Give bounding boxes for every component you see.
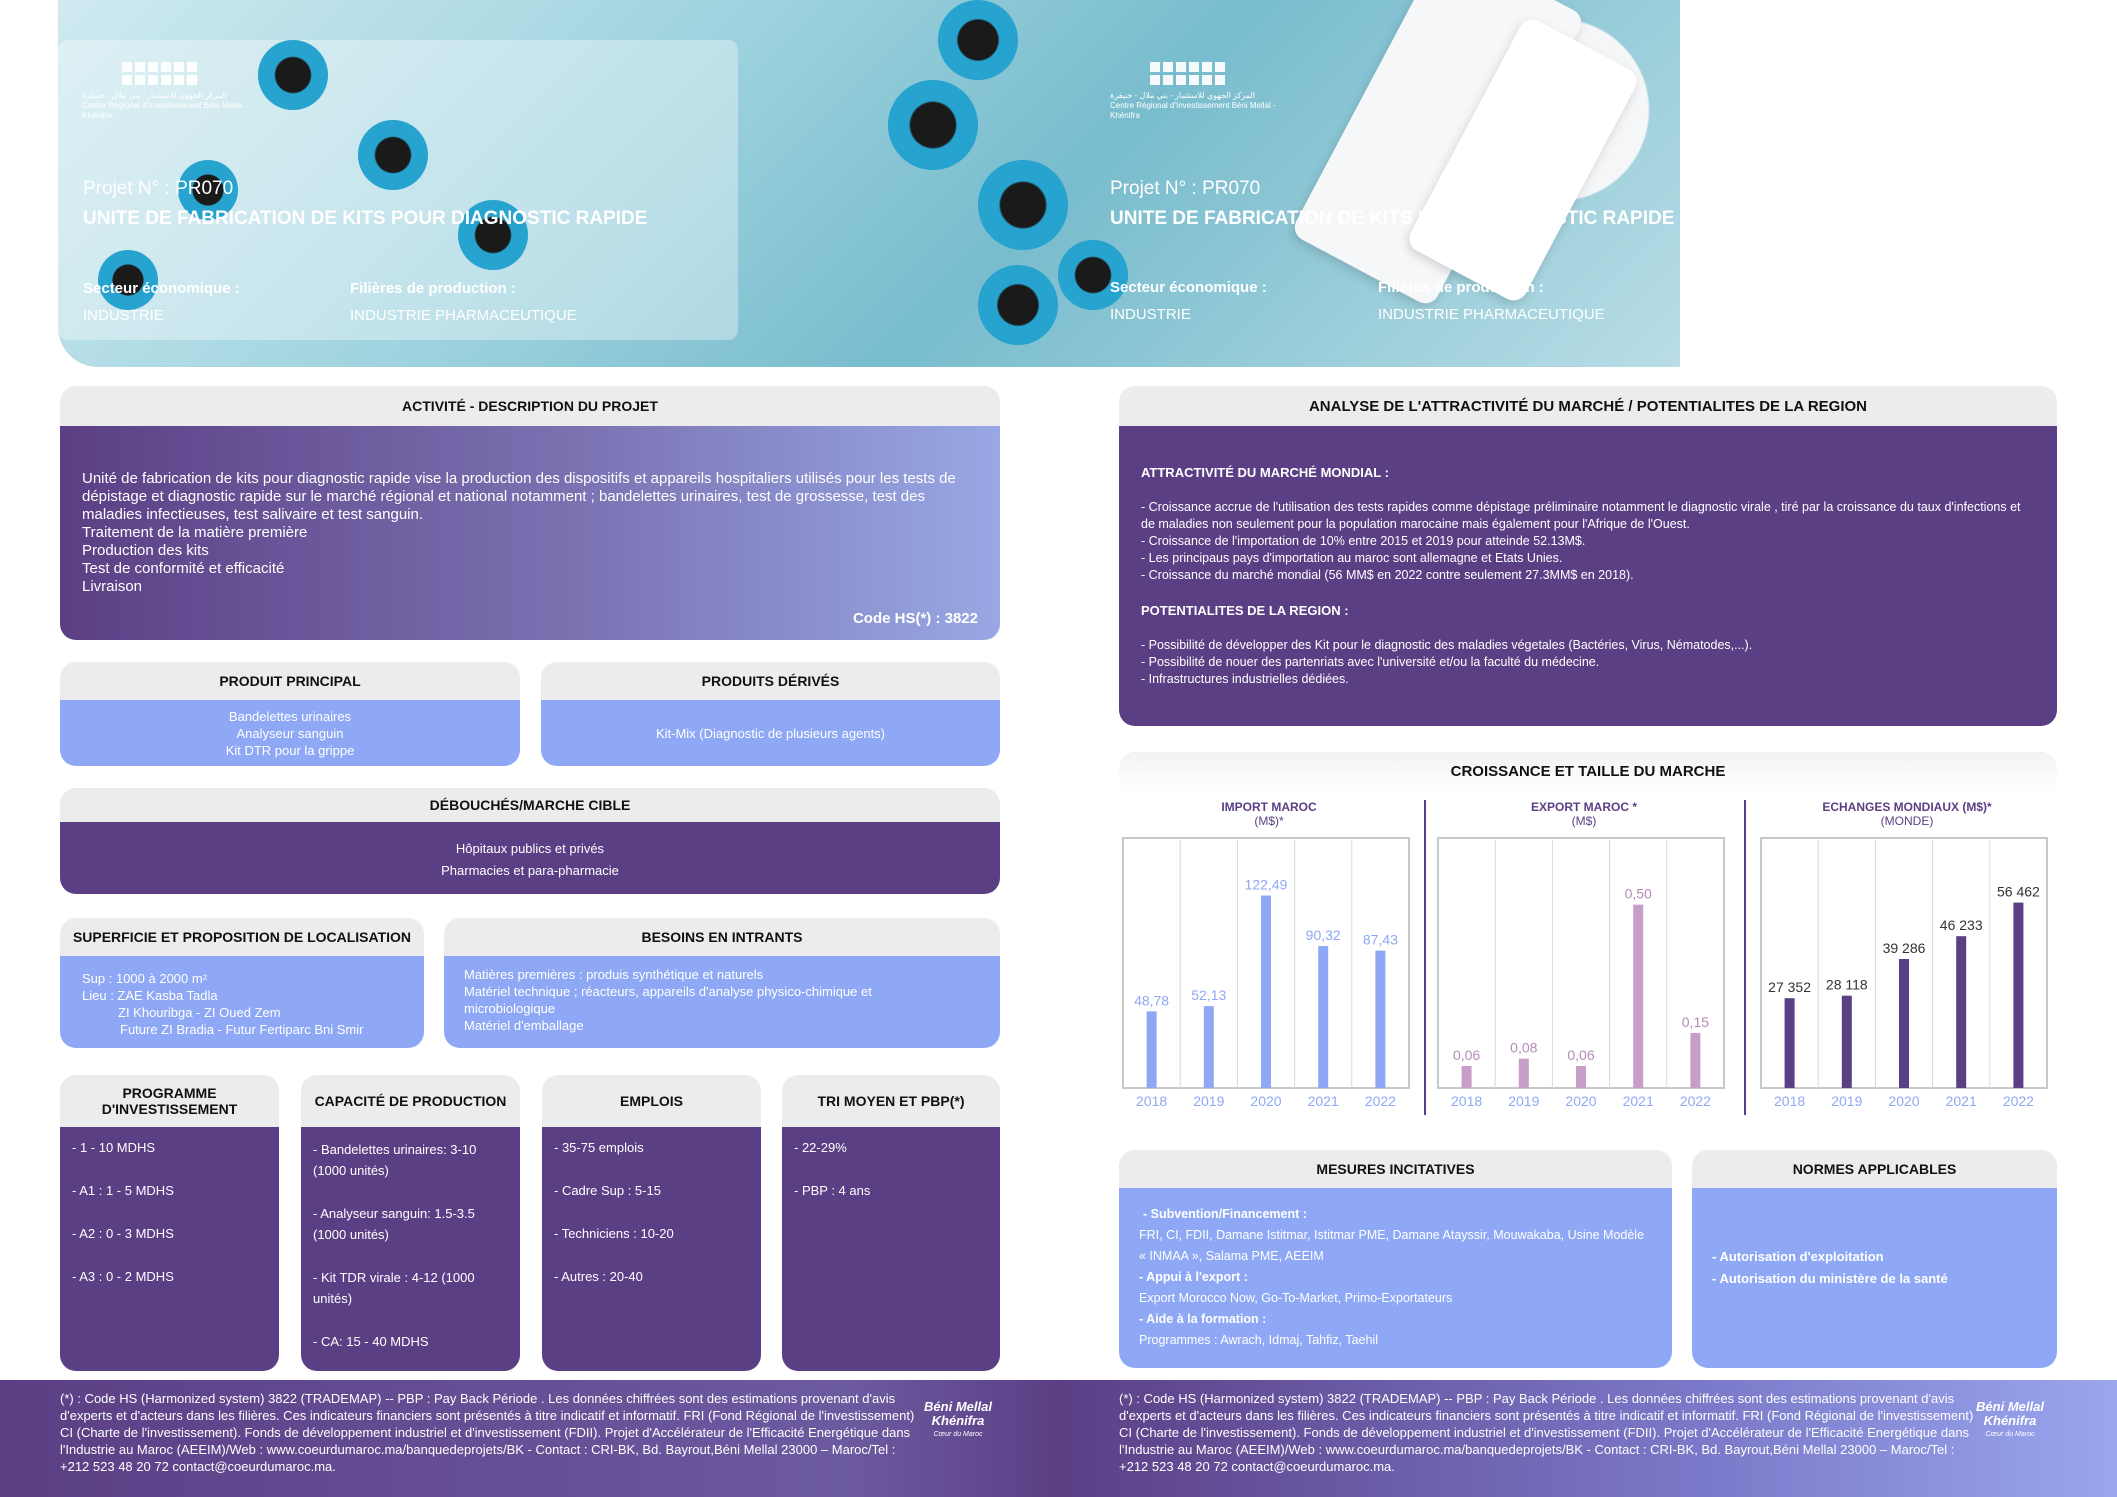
emplois-header: EMPLOIS	[542, 1075, 761, 1127]
produit-principal-header: PRODUIT PRINCIPAL	[60, 662, 520, 700]
chart-subtitle: (MONDE)	[1880, 814, 1934, 828]
tick-label: 2019	[1193, 1093, 1225, 1109]
project-title: UNITE DE FABRICATION DE KITS POUR DIAGNOSTIC RAPIDE	[83, 208, 648, 229]
chart-import	[1119, 800, 1419, 1118]
programme-header: PROGRAMME D'INVESTISSEMENT	[60, 1075, 279, 1127]
vial-cap	[978, 265, 1058, 345]
data-label: 52,13	[1191, 987, 1227, 1004]
cri-logo: المركز الجهوي للاستثمار - بني ملال - خنيفرة Centre Régional d'Investissement Béni Mellal - Khénifra	[82, 62, 272, 121]
tick-label: 2018	[1774, 1093, 1806, 1109]
capacite-header: CAPACITÉ DE PRODUCTION	[301, 1075, 520, 1127]
chart-divider	[1424, 800, 1426, 1115]
tick-label: 2018	[1136, 1093, 1168, 1109]
project-number: Projet N° : PR070	[83, 178, 234, 199]
data-label: 0,06	[1452, 1047, 1481, 1063]
tick-label: 2021	[1945, 1093, 1977, 1109]
list-item: Hôpitaux publics et privés	[455, 841, 605, 856]
region-logo: Béni Mellal Khénifra Cœur du Maroc	[1976, 1399, 2044, 1438]
bar	[1956, 936, 1966, 1088]
project-number: Projet N° : PR070	[1110, 178, 1261, 199]
list-item: Analyseur sanguin	[236, 726, 344, 741]
bar	[1785, 998, 1795, 1088]
tri-body: - 22-29% - PBP : 4 ans	[782, 1127, 1000, 1371]
tick-label: 2022	[2002, 1093, 2034, 1109]
analyse-body: ATTRACTIVITÉ DU MARCHÉ MONDIAL : - Croissance accrue de l'utilisation des tests rapides comme dépistage préliminaire notamment le diagnostic virale , tiré par la croissance du taux d'infections et de maladies non seulement pour la population marocaine mais également pour l'Afrique de l'Ouest. - Croissance de l'importation de 10% entre 2015 et 2019 pour atteinde 52.13M$. - Les principaus pays d'importation au maroc sont allemagne et Etats Unies. - Croissance du marché mondial (56 MM$ en 2022 contre seulement 27.3MM$ en 2018). POTENTIALITES DE LA REGION : - Possibilité de développer des Kit pour le diagnostic des maladies végetales (Bactéries, Virus, Nématodes,...). - Possibilité de nouer des partenriats avec l'université et/ou la faculté du médecine. - Infrastructures industrielles dédiées.	[1119, 426, 2057, 726]
chart-title: ECHANGES MONDIAUX (M$)*	[1822, 800, 1992, 814]
data-label: 87,43	[1362, 931, 1398, 948]
bar	[1204, 1006, 1214, 1088]
tick-label: 2022	[1364, 1093, 1396, 1109]
analyse-header: ANALYSE DE L'ATTRACTIVITÉ DU MARCHÉ / POTENTIALITES DE LA REGION	[1119, 386, 2057, 426]
data-label: 0,15	[1681, 1014, 1710, 1030]
sector-block: Secteur économique : INDUSTRIE	[1110, 279, 1267, 323]
besoins-header: BESOINS EN INTRANTS	[444, 918, 1000, 956]
region-logo: Béni Mellal Khénifra Cœur du Maroc	[924, 1399, 992, 1438]
tri-header: TRI MOYEN ET PBP(*)	[782, 1075, 1000, 1127]
bar	[1842, 996, 1852, 1088]
debouches-body	[60, 822, 1000, 894]
tick-label: 2021	[1622, 1093, 1654, 1109]
tick-label: 2019	[1508, 1093, 1540, 1109]
bar	[1147, 1011, 1157, 1088]
list-item: Kit DTR pour la grippe	[225, 743, 355, 758]
bar-chart-echanges	[1757, 828, 2057, 1118]
chart-title: IMPORT MAROC	[1221, 800, 1317, 814]
data-label: 48,78	[1134, 992, 1170, 1009]
activite-description: Unité de fabrication de kits pour diagnostic rapide vise la production des dispositifs et appareils hospitaliers utilisés pour les tests de dépistage et diagnostic rapide sur le marché régional et national notamment ; bandelettes urinaires, test de grossesse, test des maladies infectieuses, test salivaire et test sanguin. Traitement de la matière première Production des kits Test de conformité et efficacité Livraison	[82, 470, 956, 595]
filiere-block: Filières de production : INDUSTRIE PHARMACEUTIQUE	[350, 280, 577, 324]
project-title: UNITE DE FABRICATION DE KITS POUR DIAGNOSTIC RAPIDE	[1110, 208, 1675, 229]
list-item: Pharmacies et para-pharmacie	[441, 863, 619, 878]
produits-derives-header: PRODUITS DÉRIVÉS	[541, 662, 1000, 700]
mesures-header: MESURES INCITATIVES	[1119, 1150, 1672, 1188]
cri-logo: المركز الجهوي للاستثمار - بني ملال - خنيفرة Centre Régional d'Investissement Béni Mellal - Khénifra	[1110, 62, 1300, 121]
chart-subtitle: (M$)*	[1254, 814, 1284, 828]
debouches-header: DÉBOUCHÉS/MARCHE CIBLE	[60, 788, 1000, 822]
chart-export	[1434, 800, 1734, 1118]
vial-cap	[888, 80, 978, 170]
data-label: 0,50	[1624, 885, 1652, 902]
superficie-header: SUPERFICIE ET PROPOSITION DE LOCALISATION	[60, 918, 424, 956]
hero-banner	[58, 0, 1680, 367]
footer	[0, 1380, 2117, 1497]
produits-derives-body: Kit-Mix (Diagnostic de plusieurs agents)	[541, 700, 1000, 766]
chart-divider	[1744, 800, 1746, 1115]
bar-chart-import	[1119, 828, 1419, 1118]
bar	[1318, 946, 1328, 1088]
footer-note: (*) : Code HS (Harmonized system) 3822 (TRADEMAP) -- PBP : Pay Back Période . Les données chiffrées sont des estimations provenant d'avis d'experts et d'acteurs dans les filières. Ces indicateurs financiers sont présentés à titre indicatif et informatif. FRI (Fond Régional de l'investissement) CI (Charte de l'investissement). Fonds de développement industriel et d'investissement (FDII). Projet d'Accélérateur de l'Efficacité Energétique dans l'Industrie au Maroc (AEEIM)/Web : www.coeurdumaroc.ma/banquedeprojets/BK - Contact : CRI-BK, Bd. Bayrout,Béni Mellal 23000 – Maroc/Tel : +212 523 48 20 72 contact@coeurdumaroc.ma.	[1119, 1391, 1974, 1474]
normes-body: - Autorisation d'exploitation - Autorisation du ministère de la santé	[1692, 1188, 2057, 1368]
chart-title: EXPORT MAROC *	[1530, 800, 1637, 814]
data-label: 90,32	[1305, 927, 1341, 944]
list-item: Bandelettes urinaires	[228, 709, 352, 724]
data-label: 46 233	[1939, 917, 1983, 934]
tick-label: 2020	[1565, 1093, 1597, 1109]
besoins-body: Matières premières : produis synthétique et naturels Matériel technique ; réacteurs, appareils d'analyse physico-chimique et microbiologique Matériel d'emballage	[444, 956, 1000, 1048]
section-subtitle: POTENTIALITES DE LA REGION :	[1141, 603, 1349, 618]
tick-label: 2020	[1250, 1093, 1282, 1109]
croissance-header: CROISSANCE ET TAILLE DU MARCHE	[1119, 752, 2057, 790]
hero-right-block	[1110, 178, 1674, 230]
section-subtitle: ATTRACTIVITÉ DU MARCHÉ MONDIAL :	[1141, 465, 1389, 480]
bar	[1690, 1033, 1700, 1088]
hero-left-block	[83, 178, 647, 230]
data-label: 0,08	[1510, 1039, 1538, 1056]
sector-block: Secteur économique : INDUSTRIE	[83, 280, 240, 324]
bar-chart-export	[1434, 828, 1734, 1118]
vial-cap	[978, 160, 1068, 250]
tick-label: 2018	[1451, 1093, 1483, 1109]
data-label: 28 118	[1825, 976, 1868, 993]
filiere-block: Filières de production : INDUSTRIE PHARMACEUTIQUE	[1378, 279, 1605, 323]
bar	[1576, 1066, 1586, 1088]
tick-label: 2021	[1307, 1093, 1339, 1109]
chart-echanges	[1757, 800, 2057, 1118]
capacite-body: - Bandelettes urinaires: 3-10 (1000 unités) - Analyseur sanguin: 1.5-3.5 (1000 unités) - Kit TDR virale : 4-12 (1000 unités) - CA: 15 - 40 MDHS	[301, 1127, 520, 1371]
bar	[1261, 896, 1271, 1088]
superficie-body: Sup : 1000 à 2000 m² Lieu : ZAE Kasba Tadla ZI Khouribga - ZI Oued Zem Future ZI Bradia - Futur Fertiparc Bni Smir	[60, 956, 424, 1048]
data-label: 39 286	[1882, 940, 1926, 957]
activite-header: ACTIVITÉ - DESCRIPTION DU PROJET	[60, 386, 1000, 426]
bar	[1519, 1059, 1529, 1088]
vial-cap	[938, 0, 1018, 80]
data-label: 122,49	[1244, 876, 1288, 893]
tick-label: 2020	[1888, 1093, 1920, 1109]
bar	[1462, 1066, 1472, 1088]
bar	[1375, 951, 1385, 1088]
emplois-body: - 35-75 emplois - Cadre Sup : 5-15 - Techniciens : 10-20 - Autres : 20-40	[542, 1127, 761, 1371]
data-label: 27 352	[1768, 979, 1812, 996]
bar	[2013, 903, 2023, 1088]
activite-body	[60, 426, 1000, 640]
tick-label: 2022	[1679, 1093, 1711, 1109]
bar	[1899, 959, 1909, 1088]
normes-header: NORMES APPLICABLES	[1692, 1150, 2057, 1188]
tick-label: 2019	[1831, 1093, 1863, 1109]
mesures-body: - Subvention/Financement : FRI, CI, FDII, Damane Istitmar, Istitmar PME, Damane Atayssir, Mouwakaba, Usine Modèle « INMAA », Salama PME, AEEIM - Appui à l'export : Export Morocco Now, Go-To-Market, Primo-Exportateurs - Aide à la formation : Programmes : Awrach, Idmaj, Tahfiz, Taehil	[1119, 1188, 1672, 1368]
produit-principal-body	[60, 700, 520, 766]
bar	[1633, 905, 1643, 1088]
data-label: 56 462	[1996, 883, 2040, 900]
chart-subtitle: (M$)	[1571, 814, 1597, 828]
code-hs: Code HS(*) : 3822	[852, 610, 978, 627]
charts-area	[1119, 800, 2057, 1120]
data-label: 0,06	[1567, 1047, 1595, 1063]
footer-note: (*) : Code HS (Harmonized system) 3822 (TRADEMAP) -- PBP : Pay Back Période . Les données chiffrées sont des estimations provenant d'avis d'experts et d'acteurs dans les filières. Ces indicateurs financiers sont présentés à titre indicatif et informatif. FRI (Fond Régional de l'investissement) CI (Charte de l'investissement). Fonds de développement industriel et d'investissement (FDII). Projet d'Accélérateur de l'Efficacité Energétique dans l'Industrie au Maroc (AEEIM)/Web : www.coeurdumaroc.ma/banquedeprojets/BK - Contact : CRI-BK, Bd. Bayrout,Béni Mellal 23000 – Maroc/Tel : +212 523 48 20 72 contact@coeurdumaroc.ma.	[60, 1391, 915, 1474]
programme-body: - 1 - 10 MDHS - A1 : 1 - 5 MDHS - A2 : 0 - 3 MDHS - A3 : 0 - 2 MDHS	[60, 1127, 279, 1371]
